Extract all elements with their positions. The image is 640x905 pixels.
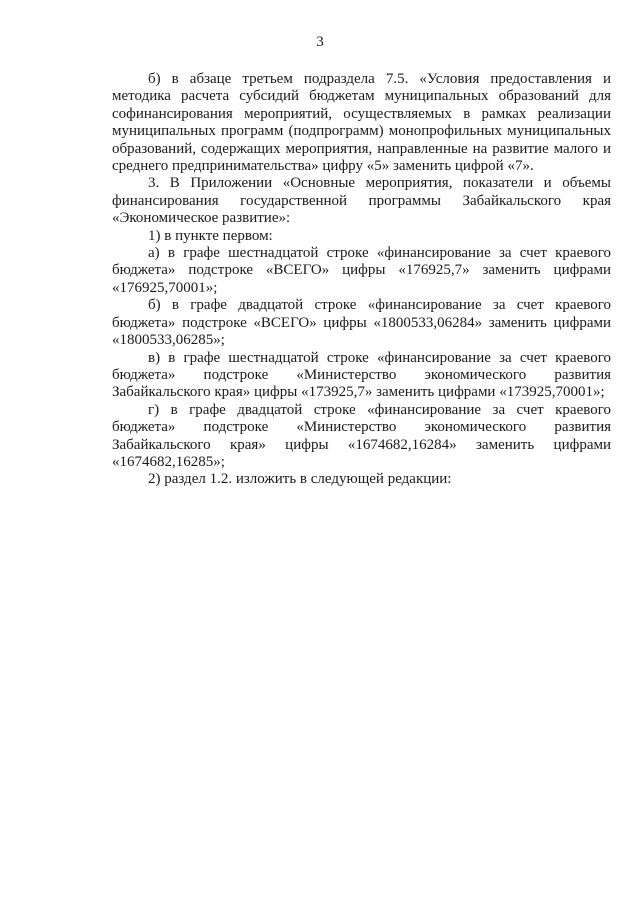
page-number: 3: [316, 34, 324, 50]
paragraph-point-one: 1) в пункте первом:: [148, 227, 273, 244]
paragraph-section-1-2: 2) раздел 1.2. изложить в следующей редакции:: [148, 471, 452, 488]
paragraph-appendix-amendments: 3. В Приложении «Основные мероприятия, показатели и объемы финансирования государственной программы Забайкальского края «Экономическое развитие»:: [112, 175, 611, 227]
document-body: [112, 71, 611, 489]
paragraph-subsidy-conditions: б) в абзаце третьем подраздела 7.5. «Условия предоставления и методика расчета субсидий бюджетам муниципальных образований для софинансирования мероприятий, осуществляемых в рамках реализации муниципальных программ (подпрограмм) монопрофильных муниципальных образований, содержащих мероприятия, направленные на развитие малого и среднего предпринимательства» цифру «5» заменить цифрой «7».: [112, 71, 611, 175]
paragraph-item-v: в) в графе шестнадцатой строке «финансирование за счет краевого бюджета» подстроке «Министерство экономического развития Забайкальского края» цифры «173925,7» заменить цифрами «173925,70001»;: [112, 349, 611, 401]
paragraph-item-b: б) в графе двадцатой строке «финансирование за счет краевого бюджета» подстроке «ВСЕГО» цифры «1800533,06284» заменить цифрами «1800533,06285»;: [112, 297, 611, 349]
paragraph-item-g: г) в графе двадцатой строке «финансирование за счет краевого бюджета» подстроке «Министерство экономического развития Забайкальского края» цифры «1674682,16284» заменить цифрами «1674682,16285»;: [112, 401, 611, 470]
paragraph-item-a: а) в графе шестнадцатой строке «финансирование за счет краевого бюджета» подстроке «ВСЕГО» цифры «176925,7» заменить цифрами «176925,70001»;: [112, 245, 611, 296]
